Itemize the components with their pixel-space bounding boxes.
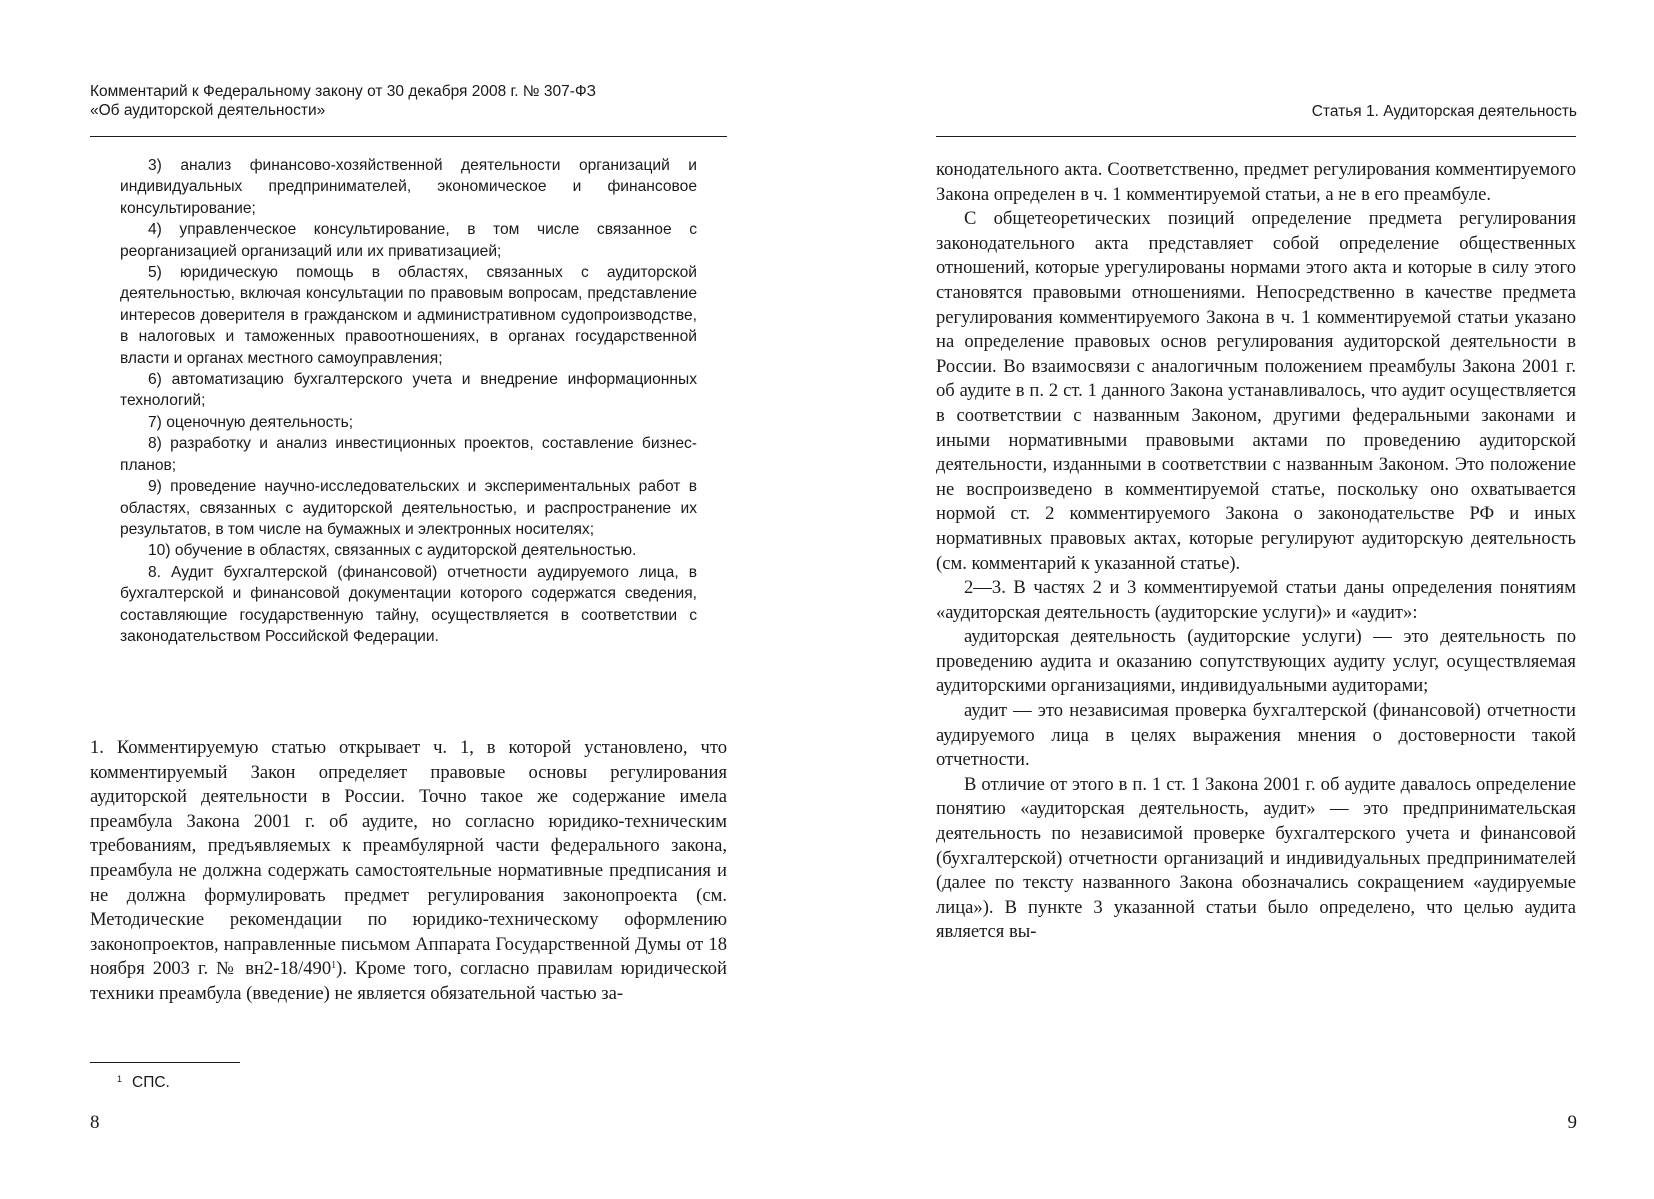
law-item-4: 4) управленческое консультирование, в том числе связанное с реорганизацией организаций или их приватизацией; xyxy=(120,221,697,260)
paragraph-continued: конодательного акта. Соответственно, предмет регулирования комментируемого Закона определен в ч. 1 комментируемой статьи, а не в его преамбуле. xyxy=(936,159,1576,205)
running-header-line-1: Комментарий к Федеральному закону от 30 декабря 2008 г. № 307-ФЗ xyxy=(90,83,597,100)
commentary-paragraph xyxy=(90,736,727,1007)
law-item-8: 8) разработку и анализ инвестиционных проектов, составление бизнес-планов; xyxy=(120,435,697,474)
commentary-text xyxy=(936,158,1576,945)
page-number: 9 xyxy=(1567,1112,1577,1133)
footnote xyxy=(117,1073,170,1093)
footnote-number: 1 xyxy=(117,1074,123,1084)
paragraph: 2—3. В частях 2 и 3 комментируемой статьи даны определения понятиям «аудиторская деятельность (аудиторские услуги)» и «аудит»: xyxy=(936,577,1576,623)
law-text-block xyxy=(120,155,697,647)
law-item-6: 6) автоматизацию бухгалтерского учета и внедрение информационных технологий; xyxy=(120,371,697,410)
law-item-10: 10) обучение в областях, связанных с аудиторской деятельностью. xyxy=(148,542,637,560)
law-part-8: 8. Аудит бухгалтерской (финансовой) отчетности аудируемого лица, в бухгалтерской и финансовой документации которого содержатся сведения, составляющие государственную тайну, осуществляется в соответствии с законодательством Российской Федерации. xyxy=(120,563,697,645)
law-item-3: 3) анализ финансово-хозяйственной деятельности организаций и индивидуальных предпринимателей, экономическое и финансовое консультирование; xyxy=(120,157,697,217)
paragraph: С общетеоретических позиций определение предмета регулирования законодательного акта представляет собой определение общественных отношений, которые урегулированы нормами этого акта и которые в силу этого становятся правовыми отношениями. Непосредственно в качестве предмета регулирования комментируемого Закона в ч. 1 комментируемой статьи указано на определение правовых основ регулирования аудиторской деятельности в России. Во взаимосвязи с аналогичным положением преамбулы Закона 2001 г. об аудите в п. 2 ст. 1 данного Закона устанавливалось, что аудит осуществляется в соответствии с названным Законом, другими федеральными законами и иными нормативными правовыми актами по проведению аудиторской деятельности, изданными в соответствии с названным Законом. Это положение не воспроизведено в комментируемой статье, поскольку оно охватывается нормой ст. 2 комментируемого Закона о законодательстве РФ и иных нормативных правовых актах, которые регулируют аудиторскую деятельность (см. комментарий к указанной статье). xyxy=(936,208,1576,574)
commentary-text-part-1: 1. Комментируемую статью открывает ч. 1, в которой установлено, что комментируемый Закон определяет правовые основы регулирования аудиторской деятельности в России. Точно такое же содержание имела преамбула Закона 2001 г. об аудите, но согласно юридико-техническим требованиям, предъявляемых к преамбулярной части федерального закона, преамбула не должна содержать самостоятельные нормативные предписания и не должна формулировать предмет регулирования законопроекта (см. Методические рекомендации по юридико-техническому оформлению законопроектов, направленные письмом Аппарата Государственной Думы от 18 ноября 2003 г. № вн2-18/490 xyxy=(90,737,727,980)
law-item-9: 9) проведение научно-исследовательских и экспериментальных работ в областях, связанных с аудиторской деятельностью, и распространение их результатов, в том числе на бумажных и электронных носителях; xyxy=(120,478,697,538)
running-header-title: Статья 1. Аудиторская деятельность xyxy=(1311,103,1577,120)
commentary-text-part-2: ). Кроме того, согласно правилам юридической техники преамбула (введение) не является обязательной частью за- xyxy=(90,958,728,1004)
header-rule xyxy=(90,136,727,137)
paragraph: В отличие от этого в п. 1 ст. 1 Закона 2001 г. об аудите давалось определение понятию «аудиторская деятельность, аудит» — это предпринимательская деятельность по независимой проверке бухгалтерского учета и финансовой (бухгалтерской) отчетности организаций и индивидуальных предпринимателей (далее по тексту названного Закона обозначались сокращением «аудируемые лица»). В пункте 3 указанной статьи было определено, что целью аудита является вы- xyxy=(936,773,1576,943)
running-header xyxy=(90,82,730,120)
law-item-7: 7) оценочную деятельность; xyxy=(148,413,354,431)
header-rule xyxy=(936,136,1576,137)
law-item-5: 5) юридическую помощь в областях, связанных с аудиторской деятельностью, включая консультации по правовым вопросам, представление интересов доверителя в гражданском и административном судопроизводстве, в налоговых и таможенных правоотношениях, в органах государственной власти и органах местного самоуправления; xyxy=(120,264,697,367)
running-header xyxy=(1312,102,1577,121)
footnote-reference: 1 xyxy=(331,960,337,972)
footnote-text: СПС. xyxy=(132,1074,170,1091)
commentary-text xyxy=(90,736,727,1007)
page-number: 8 xyxy=(90,1112,100,1133)
footnote-rule xyxy=(90,1062,240,1063)
definition-paragraph: аудит — это независимая проверка бухгалтерской (финансовой) отчетности аудируемого лица в целях выражения мнения о достоверности такой отчетности. xyxy=(936,700,1576,771)
running-header-line-2: «Об аудиторской деятельности» xyxy=(90,102,326,119)
definition-paragraph: аудиторская деятельность (аудиторские услуги) — это деятельность по проведению аудита и оказанию сопутствующих аудиту услуг, осуществляемая аудиторскими организациями, индивидуальными аудиторами; xyxy=(936,626,1576,697)
right-page xyxy=(827,0,1654,1199)
